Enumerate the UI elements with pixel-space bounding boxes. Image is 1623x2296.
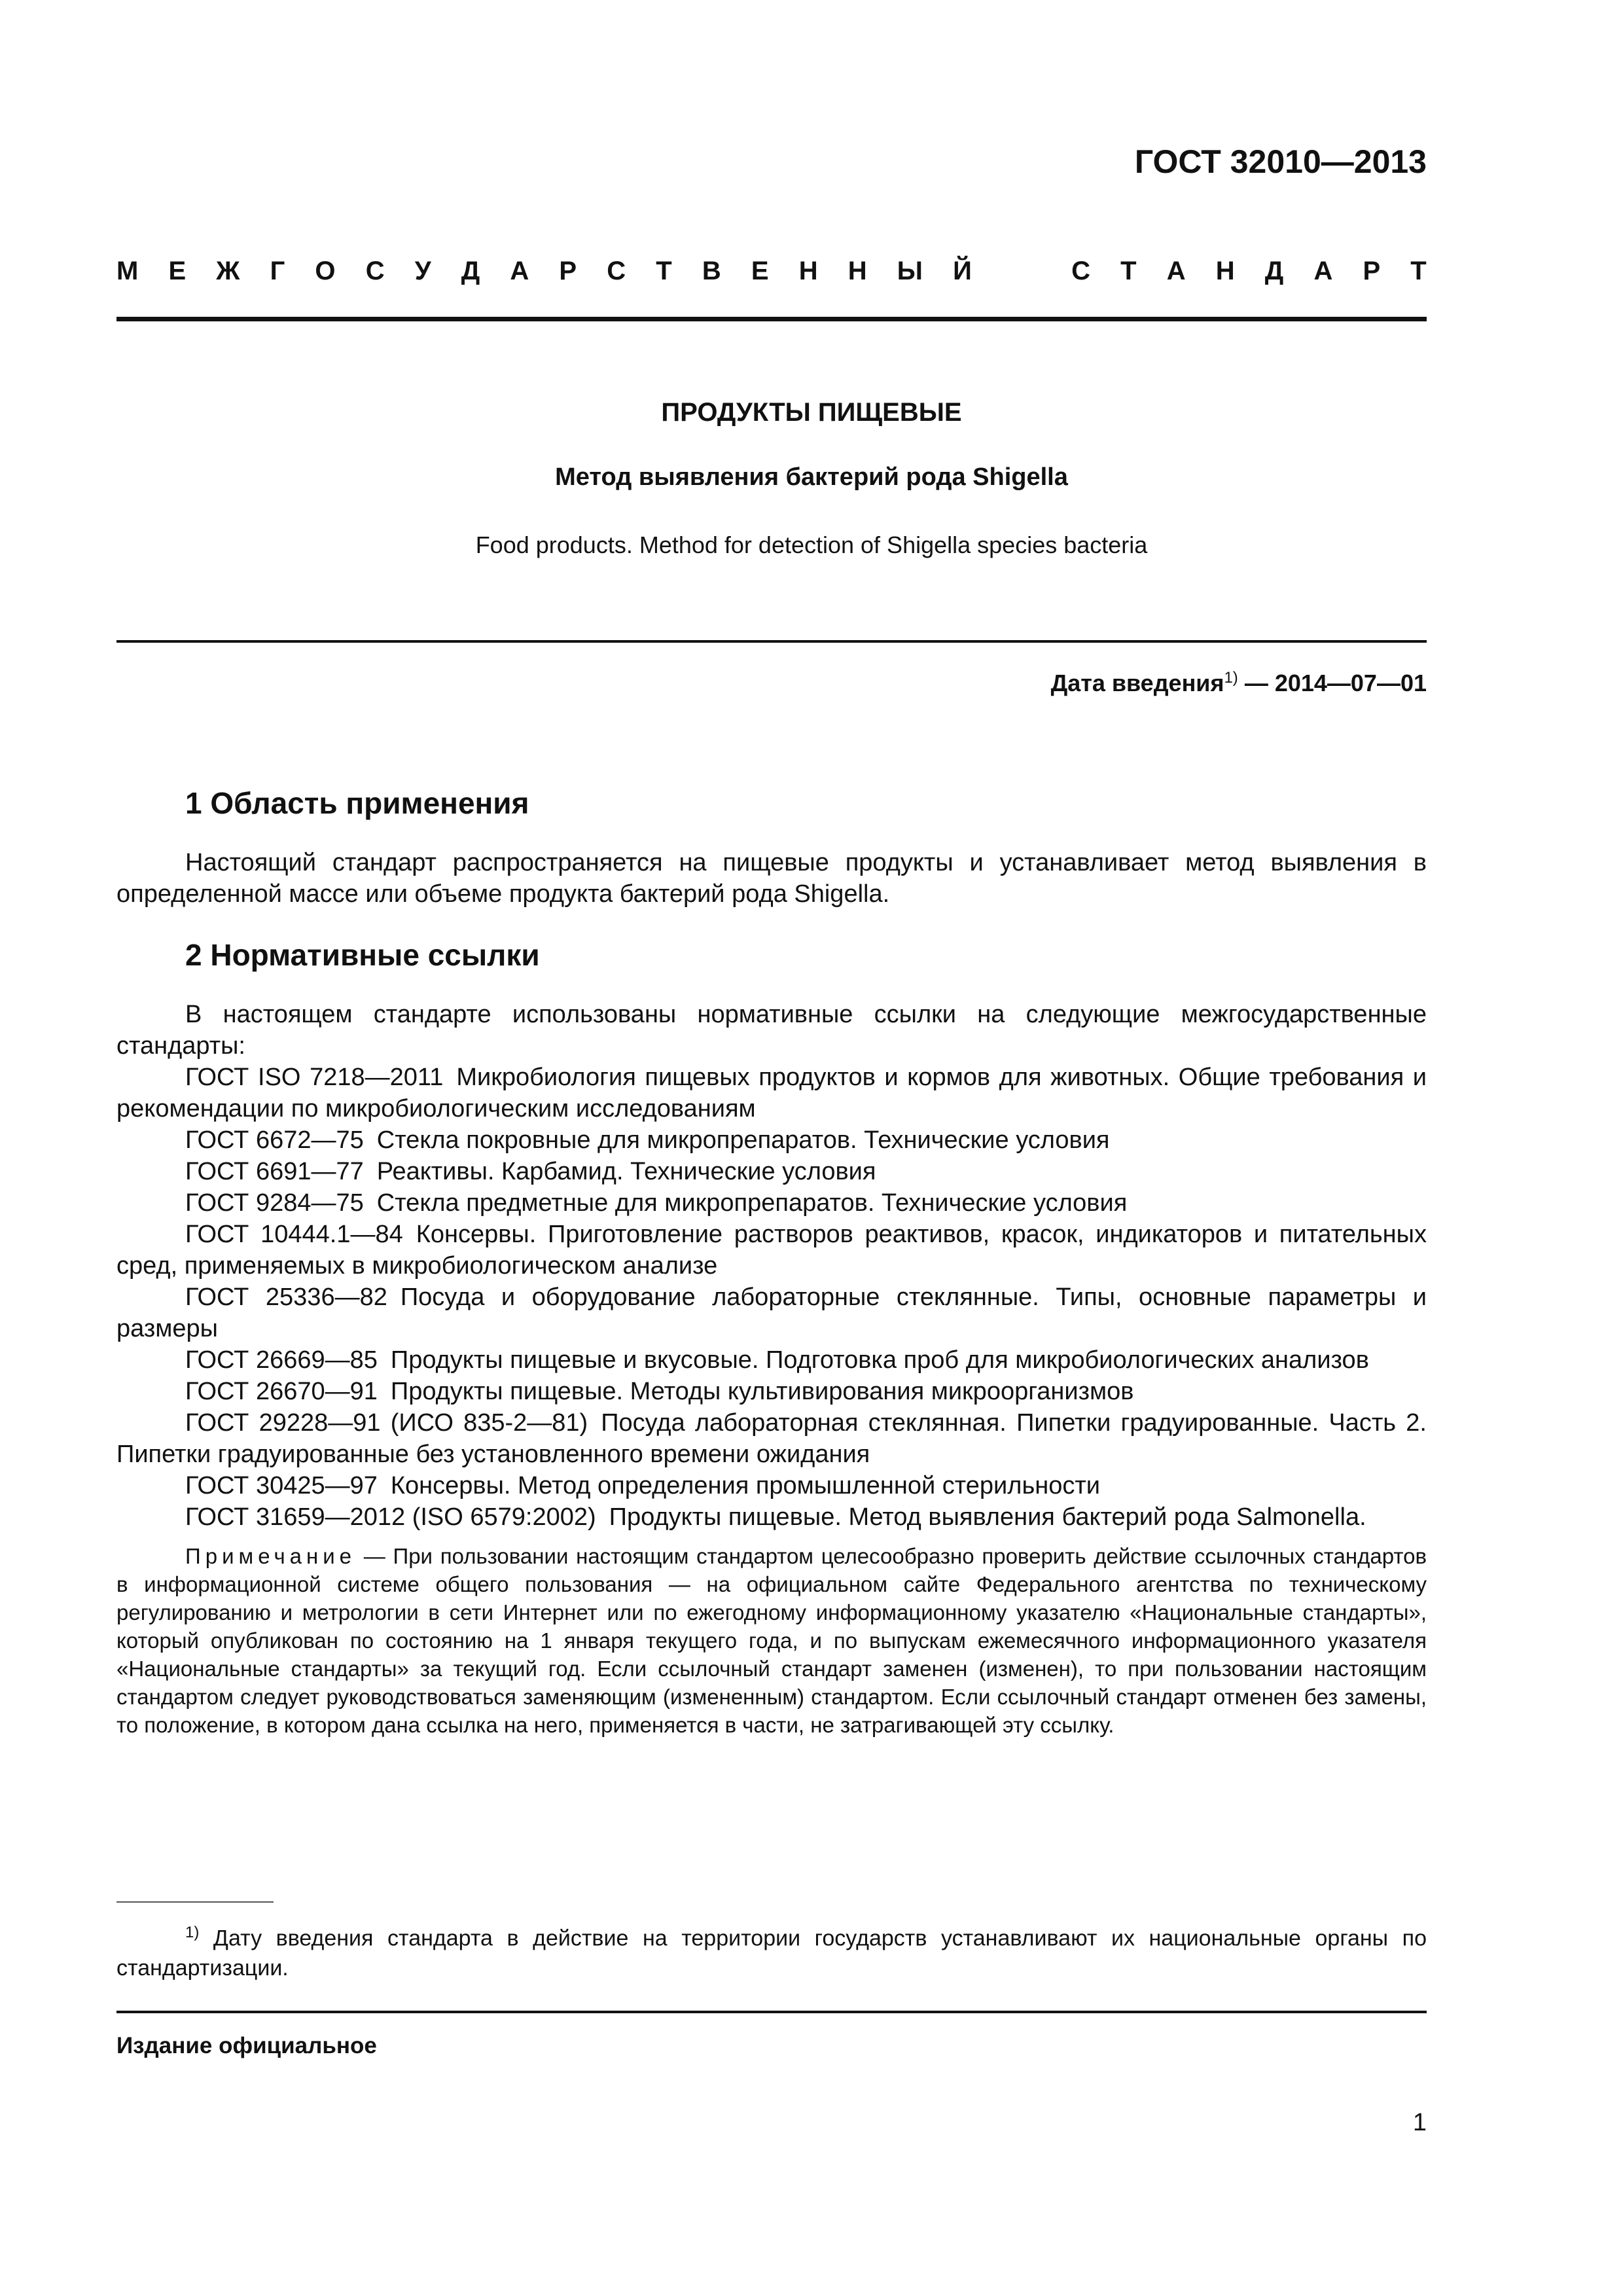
title-english: Food products. Method for detection of Shigella species bacteria [475, 531, 1148, 558]
reference-title: Продукты пищевые. Методы культивирования микроорганизмов [390, 1378, 1134, 1405]
banner-letter: Н [847, 256, 867, 285]
banner-letter: Д [461, 256, 480, 285]
document-id: ГОСТ 32010—2013 [1134, 143, 1427, 180]
banner-letter: Й [953, 256, 972, 285]
banner-letter: Г [270, 256, 285, 285]
references-intro: В настоящем стандарте использованы нормативные ссылки на следующие межгосударственные стандарты: [116, 1001, 1427, 1060]
header-rule [116, 317, 1427, 321]
edition-label: Издание официальное [116, 2033, 377, 2058]
reference-code: ГОСТ 26670—91 [185, 1378, 378, 1405]
reference-code: ГОСТ 29228—91 (ИСО 835-2—81) [185, 1409, 588, 1437]
note-text: — При пользовании настоящим стандартом целесообразно проверить действие ссылочных стандартов в информационной системе общего пользования — на официальном сайте Федерального агентства по техническому регулированию и метрологии в сети Интернет или по ежегодному информационному указателю «Национальные стандарты», который опубликован по состоянию на 1 января текущего года, и по выпускам ежемесячного информационного указателя «Национальные стандарты» за текущий год. Если ссылочный стандарт заменен (изменен), то при пользовании настоящим стандартом следует руководствоваться заменяющим (измененным) стандартом. Если ссылочный стандарт отменен без замены, то положение, в котором дана ссылка на него, применяется в части, не затрагивающей эту ссылку. [116, 1544, 1427, 1737]
banner-letter: Ж [216, 256, 240, 285]
reference-list [116, 1062, 1427, 1533]
introduction-date-label: Дата введения [1050, 670, 1224, 696]
note-paragraph [116, 1542, 1427, 1739]
banner-letter: Ы [897, 256, 923, 285]
reference-code: ГОСТ 31659—2012 (ISO 6579:2002) [185, 1503, 596, 1531]
reference-item [116, 1282, 1427, 1344]
reference-code: ГОСТ 26669—85 [185, 1346, 378, 1374]
footnote-mark: 1) [185, 1924, 200, 1941]
note-label: Примечание [185, 1544, 357, 1568]
banner-letter: В [702, 256, 721, 285]
title-main: ПРОДУКТЫ ПИЩЕВЫЕ [661, 398, 962, 427]
reference-title: Продукты пищевые и вкусовые. Подготовка проб для микробиологических анализов [390, 1346, 1369, 1374]
reference-title: Микробиология пищевых продуктов и кормов для животных. Общие требования и рекомендации по микробиологическим исследованиям [116, 1064, 1427, 1122]
reference-item [116, 1407, 1427, 1470]
title-subtitle: Метод выявления бактерий рода Shigella [555, 463, 1068, 491]
scope-paragraph: Настоящий стандарт распространяется на пищевые продукты и устанавливает метод выявления в определенной массе или объеме продукта бактерий рода Shigella. [116, 849, 1427, 908]
banner-letter: Р [1363, 256, 1381, 285]
reference-item [116, 1187, 1427, 1219]
banner-letter: Н [798, 256, 818, 285]
title-rule [116, 640, 1427, 643]
banner-letter: А [1313, 256, 1333, 285]
reference-code: ГОСТ 10444.1—84 [185, 1221, 403, 1248]
reference-item [116, 1376, 1427, 1407]
reference-item [116, 1344, 1427, 1376]
reference-code: ГОСТ 6672—75 [185, 1126, 364, 1154]
banner-letter: С [607, 256, 626, 285]
reference-item [116, 1124, 1427, 1156]
banner-letter: У [414, 256, 431, 285]
banner-letter: А [510, 256, 529, 285]
banner-letter: Т [1120, 256, 1137, 285]
section-heading-scope: 1 Область применения [185, 786, 529, 820]
footnote-separator [116, 1901, 274, 1903]
reference-code: ГОСТ 9284—75 [185, 1189, 364, 1217]
banner-letter: Д [1264, 256, 1284, 285]
reference-title: Продукты пищевые. Метод выявления бактерий рода Salmonella. [609, 1503, 1366, 1531]
reference-title: Стекла покровные для микропрепаратов. Технические условия [376, 1126, 1110, 1154]
footer-rule [116, 2011, 1427, 2013]
reference-title: Консервы. Приготовление растворов реактивов, красок, индикаторов и питательных сред, применяемых в микробиологическом анализе [116, 1221, 1427, 1280]
introduction-date-value: — 2014—07—01 [1244, 670, 1427, 696]
footnote [116, 1918, 1427, 1983]
reference-item [116, 1470, 1427, 1501]
banner-letter: С [1071, 256, 1091, 285]
reference-code: ГОСТ 30425—97 [185, 1472, 378, 1499]
banner-letter: Е [168, 256, 187, 285]
reference-item [116, 1501, 1427, 1533]
reference-title: Реактивы. Карбамид. Технические условия [376, 1158, 876, 1185]
reference-title: Стекла предметные для микропрепаратов. Технические условия [376, 1189, 1128, 1217]
banner-letter: Т [1410, 256, 1427, 285]
reference-code: ГОСТ ISO 7218—2011 [185, 1064, 444, 1091]
reference-item [116, 1219, 1427, 1282]
banner-letter: Р [559, 256, 577, 285]
footnote-mark: 1) [1224, 669, 1238, 687]
introduction-date [1051, 669, 1427, 697]
page-number: 1 [1412, 2109, 1427, 2136]
document-body [116, 785, 1427, 1739]
banner-letter: М [116, 256, 139, 285]
banner-letter: Е [751, 256, 769, 285]
reference-title: Посуда и оборудование лабораторные стеклянные. Типы, основные параметры и размеры [116, 1283, 1427, 1342]
banner-letter: Т [656, 256, 672, 285]
standard-banner [116, 251, 1427, 291]
reference-item [116, 1062, 1427, 1124]
banner-letter: О [315, 256, 336, 285]
banner-letter: С [365, 256, 385, 285]
reference-title: Посуда лабораторная стеклянная. Пипетки градуированные. Часть 2. Пипетки градуированные без установленного времени ожидания [116, 1409, 1427, 1468]
banner-letter: Н [1215, 256, 1235, 285]
reference-code: ГОСТ 25336—82 [185, 1283, 387, 1311]
footnote-text: Дату введения стандарта в действие на территории государств устанавливают их национальные органы по стандартизации. [116, 1926, 1427, 1981]
reference-item [116, 1156, 1427, 1187]
section-heading-references: 2 Нормативные ссылки [185, 938, 540, 972]
banner-letter: А [1166, 256, 1186, 285]
reference-title: Консервы. Метод определения промышленной стерильности [390, 1472, 1100, 1499]
reference-code: ГОСТ 6691—77 [185, 1158, 364, 1185]
